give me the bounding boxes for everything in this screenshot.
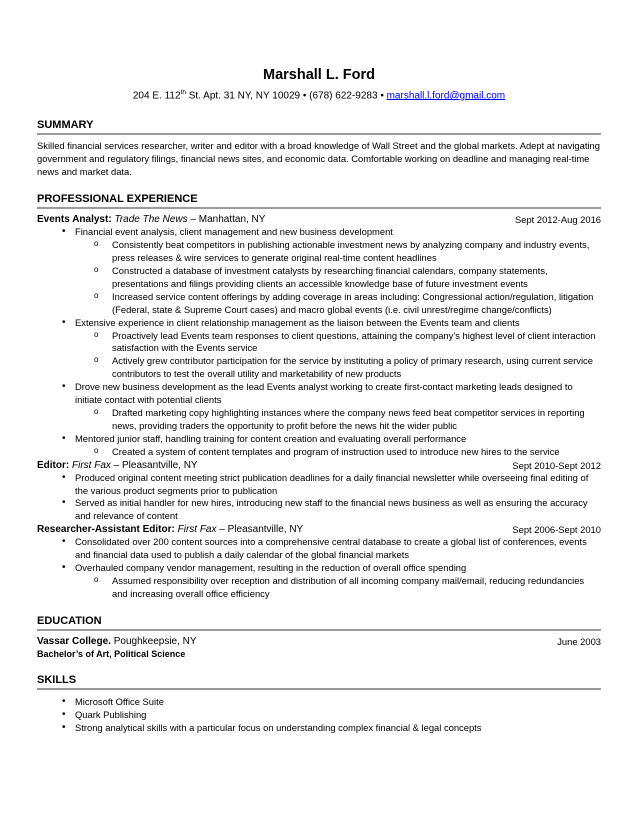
job-bullet: • Overhauled company vendor management, resulting in the reduction of overall office spending bbox=[37, 562, 601, 575]
job-bullet: • Consolidated over 200 content sources into a comprehensive central database to create a global list of conferences, events and financial data used to publish a daily calendar of the global financial markets bbox=[37, 536, 601, 562]
job-company: First Fax bbox=[72, 459, 111, 471]
address-pre: 204 E. 112 bbox=[132, 90, 181, 102]
education-date: June 2003 bbox=[557, 635, 601, 647]
job-company: First Fax bbox=[177, 524, 217, 536]
candidate-name: Marshall L. Ford bbox=[263, 67, 375, 83]
school-location: Poughkeepsie, NY bbox=[110, 635, 197, 647]
job-location: – Manhattan, NY bbox=[187, 214, 266, 226]
job-company: Trade The News bbox=[114, 214, 188, 226]
education-heading: EDUCATION bbox=[37, 614, 102, 627]
job-bullet: • Extensive experience in client relationship management as the liaison between the Events team and clients bbox=[37, 317, 601, 330]
job-sub-bullet: o Actively grew contributor participation for the service by instituting a policy of primary research, using current service contributors to test the overall utility and marketability of new products bbox=[37, 355, 601, 381]
job-title-line bbox=[37, 213, 265, 226]
job-sub-bullet: o Increased service content offerings by adding coverage in areas including: Congressional action/regulation, litigation (Federal, state & Supreme Court cases) and macro global events (i.e. civil unrest/regime change/conflicts) bbox=[37, 291, 601, 317]
summary-divider bbox=[37, 133, 601, 135]
experience-heading: PROFESSIONAL EXPERIENCE bbox=[37, 193, 198, 206]
contact-line bbox=[37, 86, 601, 103]
job-sub-bullet: o Constructed a database of investment catalysts by researching financial calendars, company statements, presentations and filings providing clients an accessible knowledge base of future investment events bbox=[37, 265, 601, 291]
job-title: Researcher-Assistant Editor: bbox=[37, 524, 175, 536]
job-bullet: • Produced original content meeting strict publication deadlines for a daily financial newsletter while overseeing final editing of the various product segments prior to publication bbox=[37, 472, 601, 498]
skills-divider bbox=[37, 688, 601, 690]
job-dates: Sept 2006-Sept 2010 bbox=[512, 524, 601, 536]
job-sub-bullet: o Consistently beat competitors in publishing actionable investment news by analyzing company and industry events, press releases & wire services to generate original real-time content headlines bbox=[37, 239, 601, 265]
experience-list bbox=[37, 213, 601, 600]
education-entry bbox=[37, 635, 601, 648]
job-sub-bullet: o Proactively lead Events team responses to client questions, attaining the company’s highest level of client interaction satisfaction with the Events service bbox=[37, 330, 601, 356]
job-bullets bbox=[37, 536, 601, 601]
job-sub-bullet: o Drafted marketing copy highlighting instances where the company news feed beat competitor services in reporting news, providing traders the opportunity to profit before the news hit the wider public bbox=[37, 407, 601, 433]
job-title-line bbox=[37, 523, 303, 536]
job-bullet: • Drove new business development as the lead Events analyst working to create first-contact marketing leads designed to initiate contact with potential clients bbox=[37, 381, 601, 407]
resume-page bbox=[37, 66, 601, 735]
skill-item: • Quark Publishing bbox=[37, 709, 601, 722]
job-header bbox=[37, 213, 601, 226]
school-line bbox=[37, 635, 197, 648]
job-dates: Sept 2012-Aug 2016 bbox=[514, 214, 601, 226]
address-sup: th bbox=[180, 89, 186, 96]
school-name: Vassar College. bbox=[37, 635, 111, 647]
skill-item: • Strong analytical skills with a particular focus on understanding complex financial & legal concepts bbox=[37, 722, 601, 735]
experience-divider bbox=[37, 207, 601, 209]
job-sub-bullet: o Assumed responsibility over reception and distribution of all incoming company mail/email, reducing redundancies and increasing overall office efficiency bbox=[37, 575, 601, 601]
job-bullet: • Financial event analysis, client management and new business development bbox=[37, 226, 601, 239]
job-bullet: • Mentored junior staff, handling training for content creation and evaluating overall performance bbox=[37, 433, 601, 446]
skills-heading: SKILLS bbox=[37, 673, 77, 686]
job-location: – Pleasantville, NY bbox=[110, 459, 198, 471]
job-title: Events Analyst: bbox=[37, 214, 112, 226]
email-link[interactable]: marshall.l.ford@gmail.com bbox=[386, 90, 506, 102]
job-header bbox=[37, 459, 601, 472]
job-bullet: • Served as initial handler for new hires, introducing new staff to the financial news business as well as ensuring the accuracy and relevance of content bbox=[37, 497, 601, 523]
summary-heading: SUMMARY bbox=[37, 119, 94, 132]
skills-list bbox=[37, 696, 601, 735]
job-bullets bbox=[37, 226, 601, 458]
address-post: St. Apt. 31 NY, NY 10029 • (678) 622-9283 • bbox=[185, 90, 387, 102]
summary-text: Skilled financial services researcher, writer and editor with a broad knowledge of Wall Street and the global markets. Adept at navigating government and regulatory filings, financial news sites, and economic data. Comfortable working on deadline and managing real-time news and market data. bbox=[37, 140, 600, 178]
skill-item: • Microsoft Office Suite bbox=[37, 696, 601, 709]
education-divider bbox=[37, 629, 601, 631]
job-location: – Pleasantville, NY bbox=[216, 524, 304, 536]
degree: Bachelor’s of Art, Political Science bbox=[37, 648, 186, 659]
job-dates: Sept 2010-Sept 2012 bbox=[512, 459, 601, 471]
job-header bbox=[37, 523, 601, 536]
job-sub-bullet: o Created a system of content templates and program of instruction used to introduce new hires to the service bbox=[37, 446, 601, 459]
job-bullets bbox=[37, 472, 601, 524]
job-title-line bbox=[37, 459, 198, 472]
job-title: Editor: bbox=[37, 459, 70, 471]
